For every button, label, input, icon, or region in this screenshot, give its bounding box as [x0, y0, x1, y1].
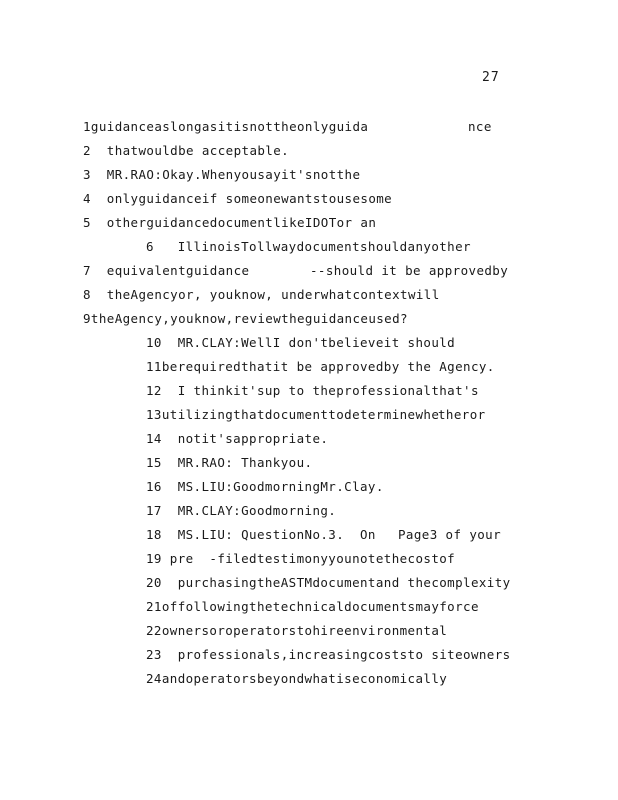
transcript-line-19: 19 pre -filedtestimonyyounotethecostof [146, 551, 456, 566]
transcript-line-3: 3 MR.RAO:Okay.Whenyousayit'snotthe [83, 167, 361, 182]
page-number: 27 [482, 70, 500, 85]
transcript-line-2: 2 thatwouldbe acceptable. [83, 143, 290, 158]
transcript-line-6: 6 IllinoisTollwaydocumentshouldanyother [146, 239, 471, 254]
transcript-line-24: 24andoperatorsbeyondwhatiseconomically [146, 671, 448, 686]
transcript-line-7: 7 equivalentguidance [83, 263, 250, 278]
transcript-line-8: 8 theAgencyor, youknow, underwhatcontextwill [83, 287, 440, 302]
transcript-line-13: 13utilizingthatdocumenttodeterminewhe [146, 407, 440, 422]
transcript-line-1: 1guidanceaslongasitisnottheonlyguida [83, 119, 369, 134]
transcript-line-22: 22ownersoroperatorstohireenvironmental [146, 623, 448, 638]
transcript-line-7-tail: --should it be approvedby [310, 263, 509, 278]
transcript-line-15: 15 MR.RAO: Thankyou. [146, 455, 313, 470]
transcript-line-12: 12 I thinkit'sup to theprofessionalthat's [146, 383, 479, 398]
transcript-line-18-tail: Page3 of your [398, 527, 502, 542]
transcript-line-23: 23 professionals,increasingcoststo siteowners [146, 647, 511, 662]
transcript-line-5: 5 otherguidancedocumentlikeIDOTor an [83, 215, 377, 230]
transcript-line-21: 21offollowingthetechnicaldocumentsmayforce [146, 599, 479, 614]
transcript-line-4: 4 onlyguidanceif someonewantstousesome [83, 191, 393, 206]
transcript-line-1-tail: nce [468, 119, 492, 134]
transcript-line-10: 10 MR.CLAY:WellI don'tbelieveit should [146, 335, 456, 350]
transcript-line-9: 9theAgency,youknow,reviewtheguidanceused? [83, 311, 408, 326]
transcript-line-17: 17 MR.CLAY:Goodmorning. [146, 503, 337, 518]
transcript-line-11: 11berequiredthatit be approvedby the Agency. [146, 359, 495, 374]
transcript-line-18: 18 MS.LIU: QuestionNo.3. On [146, 527, 376, 542]
transcript-line-13-tail: theror [438, 407, 486, 422]
transcript-line-16: 16 MS.LIU:GoodmorningMr.Clay. [146, 479, 384, 494]
transcript-line-14: 14 notit'sappropriate. [146, 431, 329, 446]
transcript-line-20: 20 purchasingtheASTMdocumentand thecomplexity [146, 575, 511, 590]
